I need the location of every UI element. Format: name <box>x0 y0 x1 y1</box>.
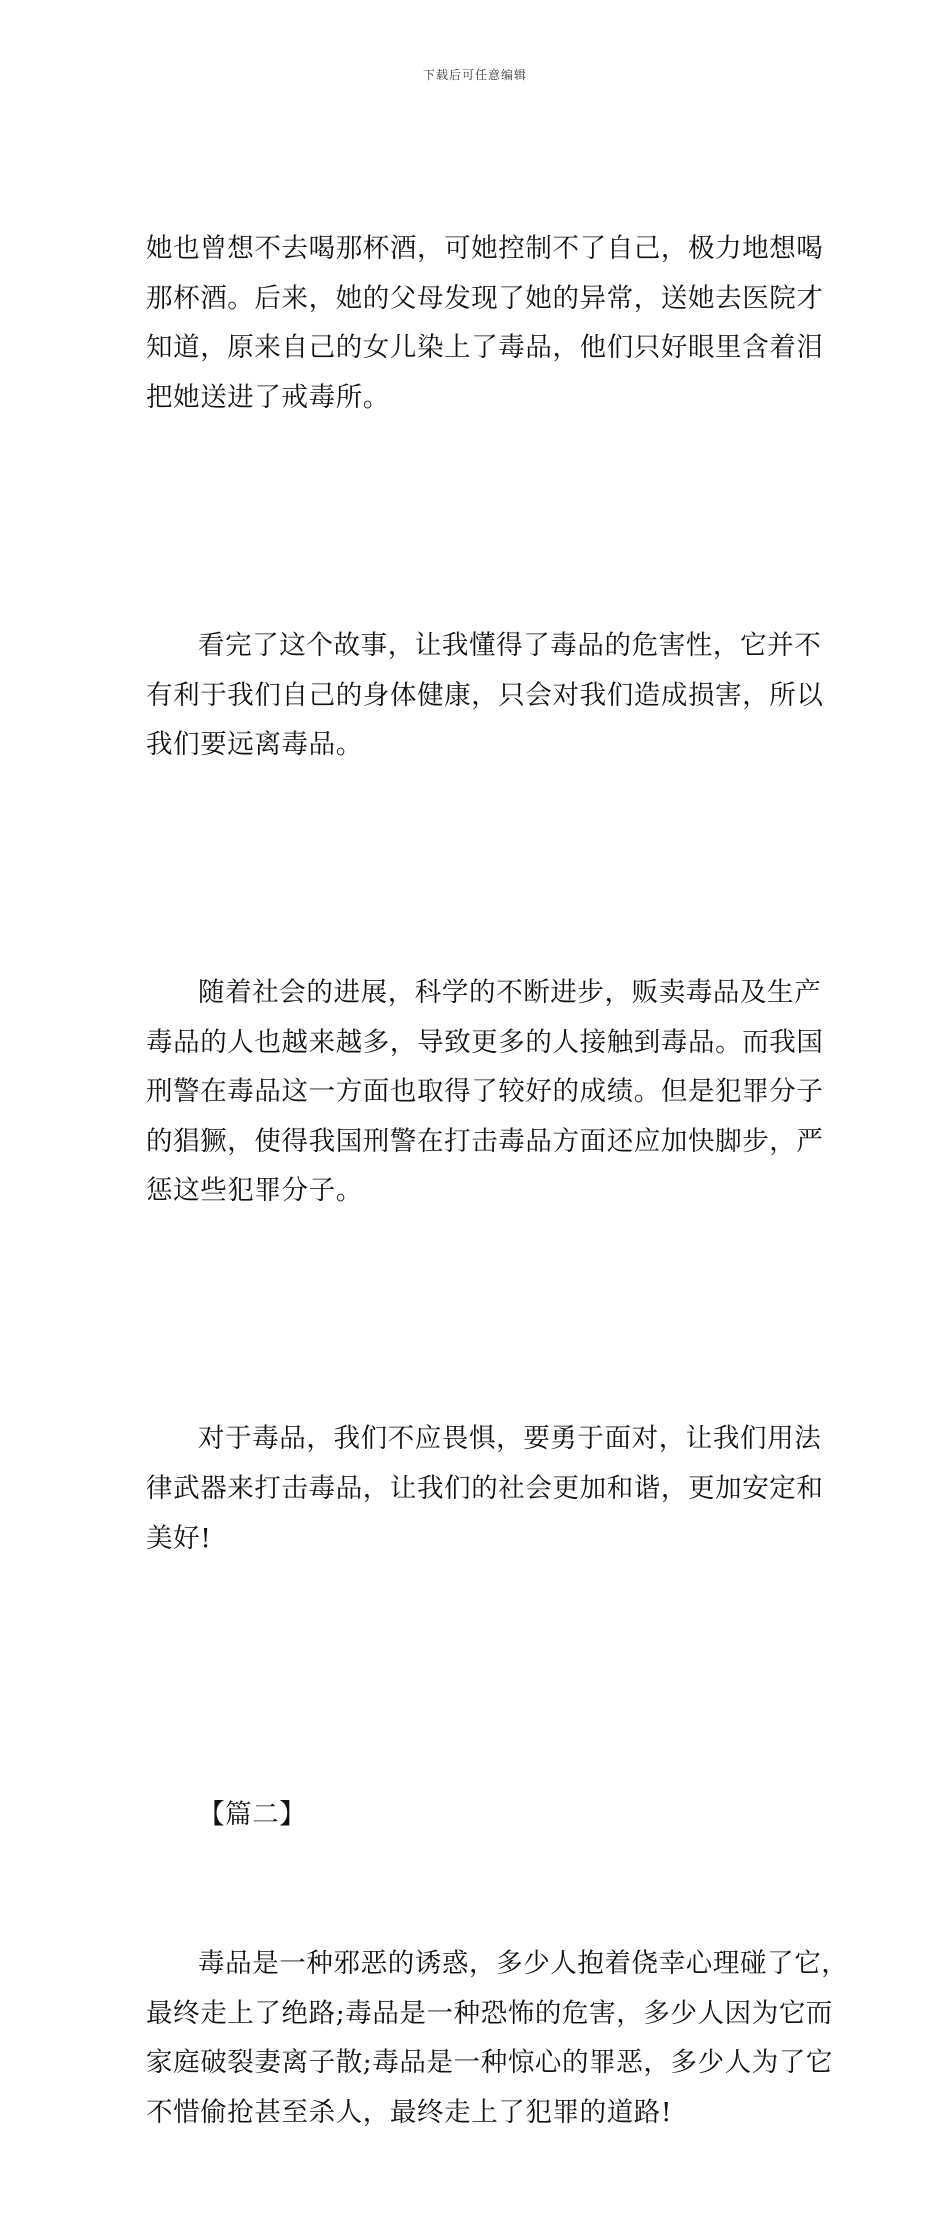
paragraph-1 <box>146 125 826 522</box>
paragraph-line: 刑警在毒品这一方面也取得了较好的成绩。但是犯罪分子 <box>146 1076 824 1108</box>
paragraph-line: 律武器来打击毒品，让我们的社会更加和谐，更加安定和 <box>146 1473 824 1505</box>
paragraph-line: 不惜偷抢甚至杀人，最终走上了犯罪的道路! <box>146 2096 673 2128</box>
section-paragraph-1 <box>146 1840 849 2237</box>
paragraph-line: 我们要远离毒品。 <box>146 729 363 761</box>
paragraph-3 <box>146 869 826 1315</box>
paragraph-line: 最终走上了绝路;毒品是一种恐怖的危害，多少人因为它而 <box>146 1997 834 2029</box>
section-title: 【篇二】 <box>198 1799 307 1831</box>
paragraph-line: 看完了这个故事，让我懂得了毒品的危害性，它并不 <box>198 629 822 661</box>
paragraph-line: 毒品的人也越来越多，导致更多的人接触到毒品。而我国 <box>146 1026 824 1058</box>
paragraph-line: 把她送进了戒毒所。 <box>146 381 390 413</box>
paragraph-line: 毒品是一种邪恶的诱惑，多少人抱着侥幸心理碰了它， <box>198 1948 849 1980</box>
paragraph-line: 的猖獗，使得我国刑警在打击毒品方面还应加快脚步，严 <box>146 1125 824 1157</box>
paragraph-line: 美好! <box>146 1522 212 1554</box>
paragraph-4 <box>146 1315 826 1662</box>
paragraph-2 <box>146 522 826 869</box>
paragraph-line: 随着社会的进展，科学的不断进步，贩卖毒品及生产 <box>198 977 822 1009</box>
page-header: 下载后可任意编辑 <box>422 68 527 82</box>
paragraph-line: 有利于我们自己的身体健康，只会对我们造成损害，所以 <box>146 679 824 711</box>
paragraph-line: 她也曾想不去喝那杯酒，可她控制不了自己，极力地想喝 <box>146 233 824 265</box>
paragraph-line: 惩这些犯罪分子。 <box>146 1175 363 1207</box>
paragraph-line: 家庭破裂妻离子散;毒品是一种惊心的罪恶，多少人为了它 <box>146 2047 834 2079</box>
paragraph-line: 对于毒品，我们不应畏惧，要勇于面对，让我们用法 <box>198 1423 822 1455</box>
paragraph-line: 知道，原来自己的女儿染上了毒品，他们只好眼里含着泪 <box>146 332 824 364</box>
document-body <box>146 125 849 2237</box>
section-spacer <box>146 1662 826 1790</box>
paragraph-line: 那杯酒。后来，她的父母发现了她的异常，送她去医院才 <box>146 282 824 314</box>
